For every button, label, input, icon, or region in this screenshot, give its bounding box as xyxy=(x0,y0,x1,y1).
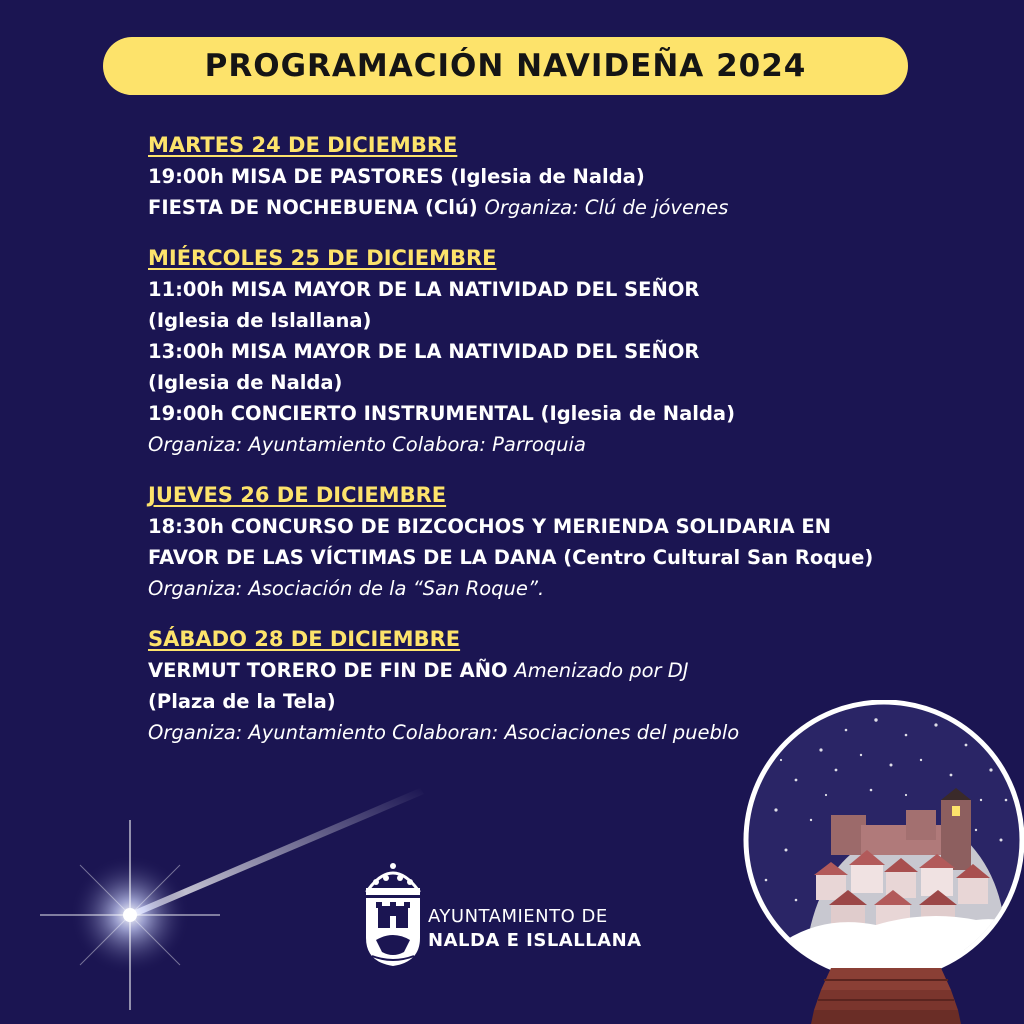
coat-of-arms-icon xyxy=(362,860,424,968)
day-section xyxy=(148,243,938,460)
event-line xyxy=(148,161,938,192)
event-organizer: Amenizado por DJ xyxy=(514,659,689,682)
event-note: Organiza: Asociación de la “San Roque”. xyxy=(148,577,545,600)
program-list xyxy=(148,130,938,768)
day-heading: JUEVES 26 DE DICIEMBRE xyxy=(148,483,447,507)
logo-line-2: NALDA E ISLALLANA xyxy=(428,930,642,951)
day-section xyxy=(148,480,938,604)
event-note: Organiza: Ayuntamiento Colabora: Parroquia xyxy=(148,433,586,456)
event-text: (Iglesia de Islallana) xyxy=(148,309,372,332)
event-text: FIESTA DE NOCHEBUENA (Clú) xyxy=(148,196,478,219)
event-text: VERMUT TORERO DE FIN DE AÑO xyxy=(148,659,508,682)
event-note: Organiza: Ayuntamiento Colaboran: Asociaciones del pueblo xyxy=(148,721,740,744)
event-line xyxy=(148,398,938,429)
event-text: 19:00h MISA DE PASTORES (Iglesia de Nalda) xyxy=(148,165,645,188)
day-heading: MARTES 24 DE DICIEMBRE xyxy=(148,133,458,157)
page-title: PROGRAMACIÓN NAVIDEÑA 2024 xyxy=(204,48,807,84)
event-text: (Plaza de la Tela) xyxy=(148,690,336,713)
logo-text xyxy=(428,905,642,953)
event-line xyxy=(148,274,938,305)
event-text: (Iglesia de Nalda) xyxy=(148,371,343,394)
event-line xyxy=(148,542,938,573)
title-banner xyxy=(103,37,908,95)
day-heading: SÁBADO 28 DE DICIEMBRE xyxy=(148,627,461,651)
event-text: 19:00h CONCIERTO INSTRUMENTAL (Iglesia de Nalda) xyxy=(148,402,735,425)
day-heading: MIÉRCOLES 25 DE DICIEMBRE xyxy=(148,246,497,270)
event-line xyxy=(148,367,938,398)
logo-line-1: AYUNTAMIENTO DE xyxy=(428,906,608,927)
event-text: FAVOR DE LAS VÍCTIMAS DE LA DANA (Centro Cultural San Roque) xyxy=(148,546,874,569)
snow-globe-icon xyxy=(736,700,1024,1024)
event-line xyxy=(148,305,938,336)
event-organizer: Organiza: Clú de jóvenes xyxy=(484,196,729,219)
day-section xyxy=(148,130,938,223)
event-text: 18:30h CONCURSO DE BIZCOCHOS Y MERIENDA SOLIDARIA EN xyxy=(148,515,831,538)
event-line xyxy=(148,336,938,367)
event-line xyxy=(148,655,938,686)
event-line xyxy=(148,192,938,223)
event-line xyxy=(148,511,938,542)
event-text: 13:00h MISA MAYOR DE LA NATIVIDAD DEL SEÑOR xyxy=(148,340,700,363)
event-text: 11:00h MISA MAYOR DE LA NATIVIDAD DEL SEÑOR xyxy=(148,278,700,301)
